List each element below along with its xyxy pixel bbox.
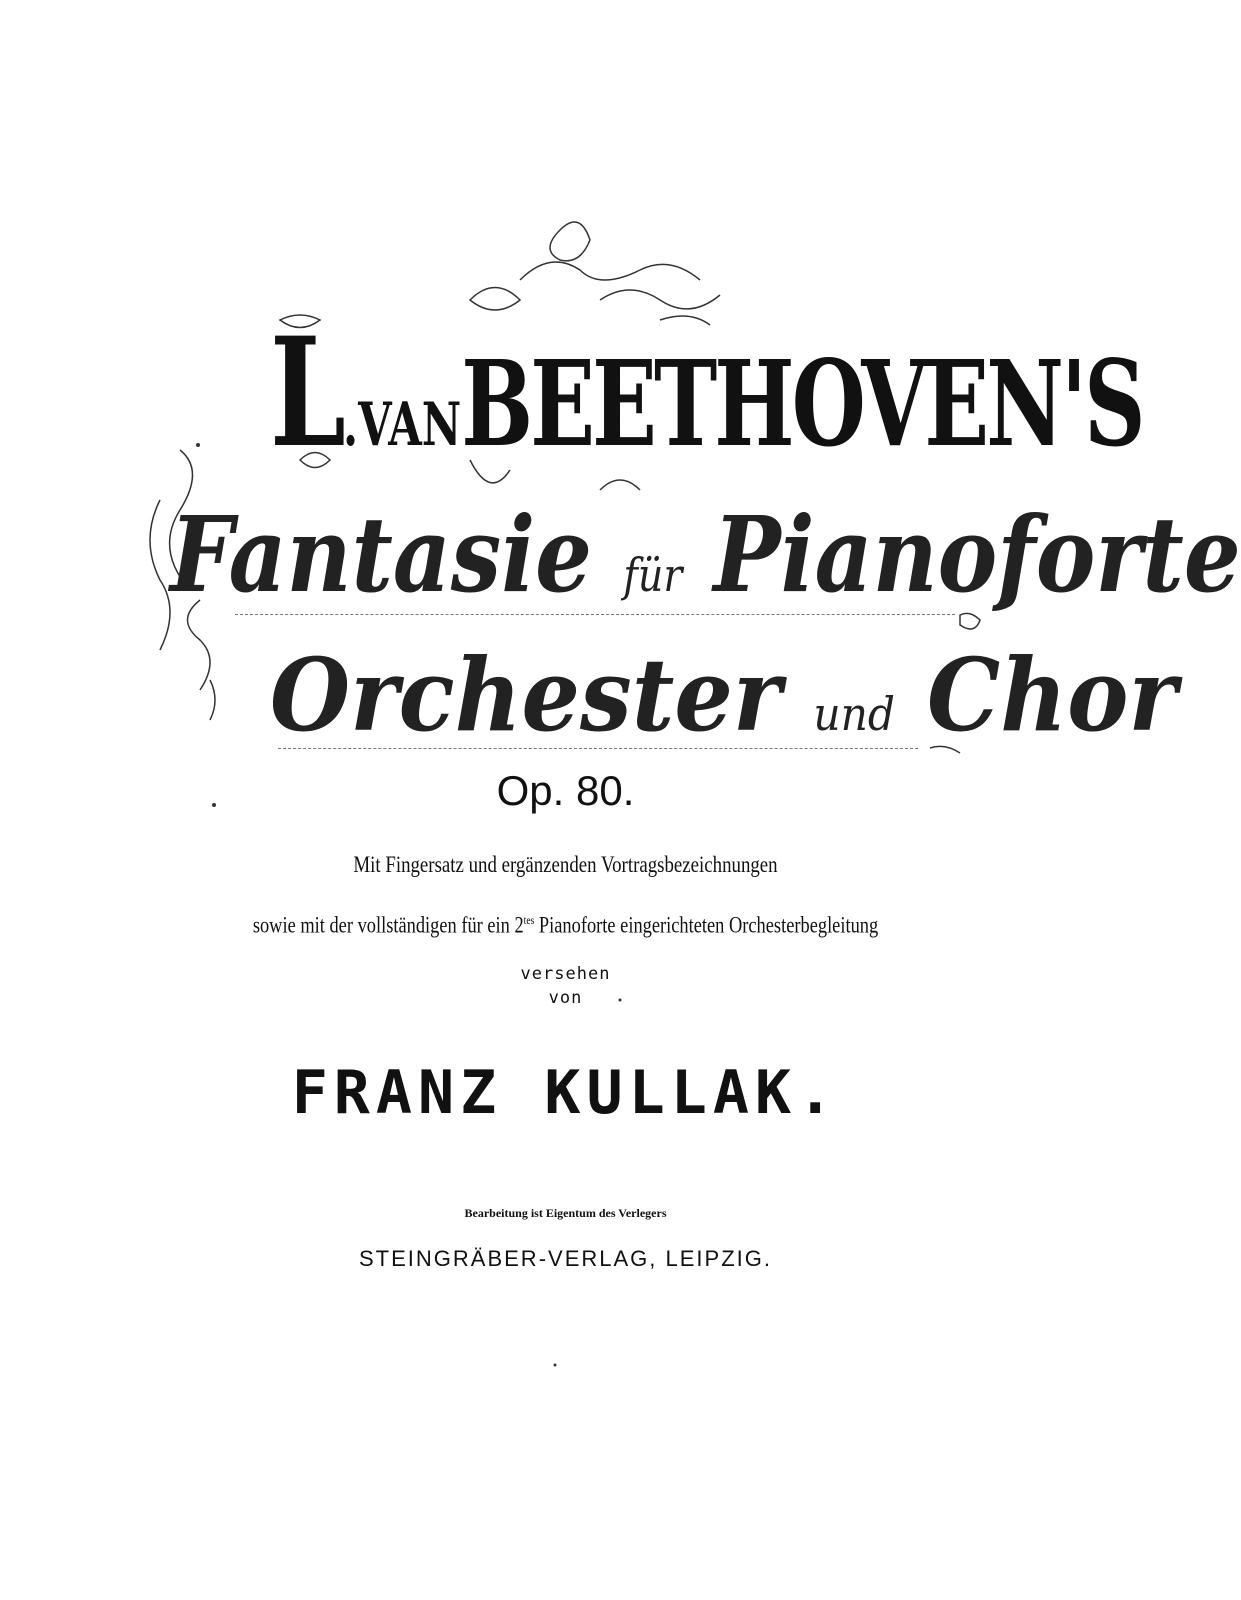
- author-name: BEETHOVEN'S: [461, 334, 1143, 473]
- title-word-fur: für: [623, 548, 683, 602]
- title-line-2: [270, 636, 1177, 754]
- editor-name: FRANZ KULLAK.: [291, 1058, 840, 1128]
- title-word-orchester: Orchester: [270, 636, 782, 754]
- subtitle-line-2: [113, 905, 1018, 941]
- subtitle-line-2-pre: sowie mit der vollständigen für ein 2: [252, 912, 524, 938]
- title-line-1: [170, 493, 1241, 616]
- opus-number: Op. 80.: [496, 767, 635, 814]
- publisher-name: STEINGRÄBER-VERLAG, LEIPZIG.: [359, 1246, 772, 1271]
- title-word-pianoforte: Pianoforte: [713, 493, 1241, 616]
- rights-note: Bearbeitung ist Eigentum des Verlegers: [464, 1206, 667, 1220]
- title-author: [270, 305, 1143, 481]
- author-van: .VAN: [343, 390, 462, 460]
- author-initial: L: [270, 305, 344, 481]
- title-word-fantasie: Fantasie: [170, 493, 593, 616]
- versehen-text: versehen: [520, 964, 611, 984]
- subtitle-line-2-post: Pianoforte eingerichteten Orchesterbegleitung: [534, 912, 879, 938]
- title-word-und: und: [813, 687, 895, 741]
- subtitle-line-1: Mit Fingersatz und ergänzenden Vortragsbezeichnungen: [353, 852, 778, 877]
- subtitle-line-2-sup: tes: [523, 913, 535, 927]
- title-word-chor: Chor: [927, 636, 1177, 754]
- von-text: von: [548, 988, 583, 1008]
